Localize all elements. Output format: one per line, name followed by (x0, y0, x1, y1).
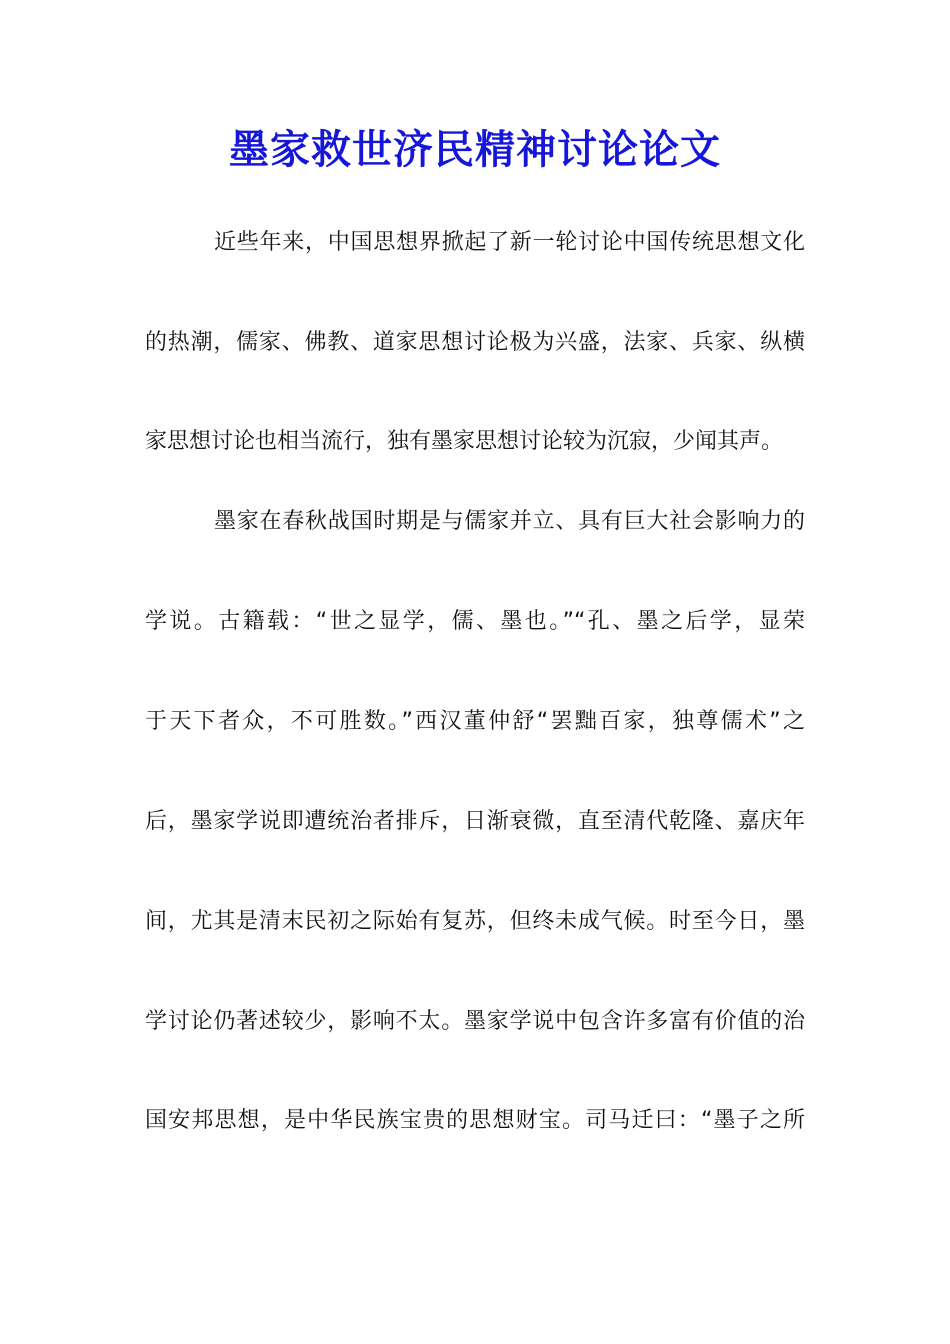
paragraph-2-line-1: 墨家在春秋战国时期是与儒家并立、具有巨大社会影响力的 (214, 509, 805, 534)
paragraph-2-line-7: 国安邦思想，是中华民族宝贵的思想财宝。司马迁曰：“墨子之所 (145, 1108, 805, 1133)
paragraph-2-line-3: 于天下者众，不可胜数。”西汉董仲舒“罢黜百家，独尊儒术”之 (145, 709, 805, 734)
paragraph-1-line-2: 的热潮，儒家、佛教、道家思想讨论极为兴盛，法家、兵家、纵横 (145, 330, 805, 355)
paragraph-2-line-2: 学说。古籍载：“世之显学，儒、墨也。”“孔、墨之后学，显荣 (145, 609, 805, 634)
paragraph-2-line-5: 间，尤其是清末民初之际始有复苏，但终未成气候。时至今日，墨 (145, 909, 805, 934)
document-title: 墨家救世济民精神讨论论文 (229, 126, 721, 173)
paragraph-1-line-1: 近些年来，中国思想界掀起了新一轮讨论中国传统思想文化 (214, 230, 805, 255)
paragraph-2-line-6: 学讨论仍著述较少，影响不太。墨家学说中包含许多富有价值的治 (145, 1009, 805, 1034)
paragraph-1-line-3: 家思想讨论也相当流行，独有墨家思想讨论较为沉寂，少闻其声。 (145, 429, 784, 454)
paragraph-2-line-4: 后，墨家学说即遭统治者排斥，日渐衰微，直至清代乾隆、嘉庆年 (145, 809, 805, 834)
